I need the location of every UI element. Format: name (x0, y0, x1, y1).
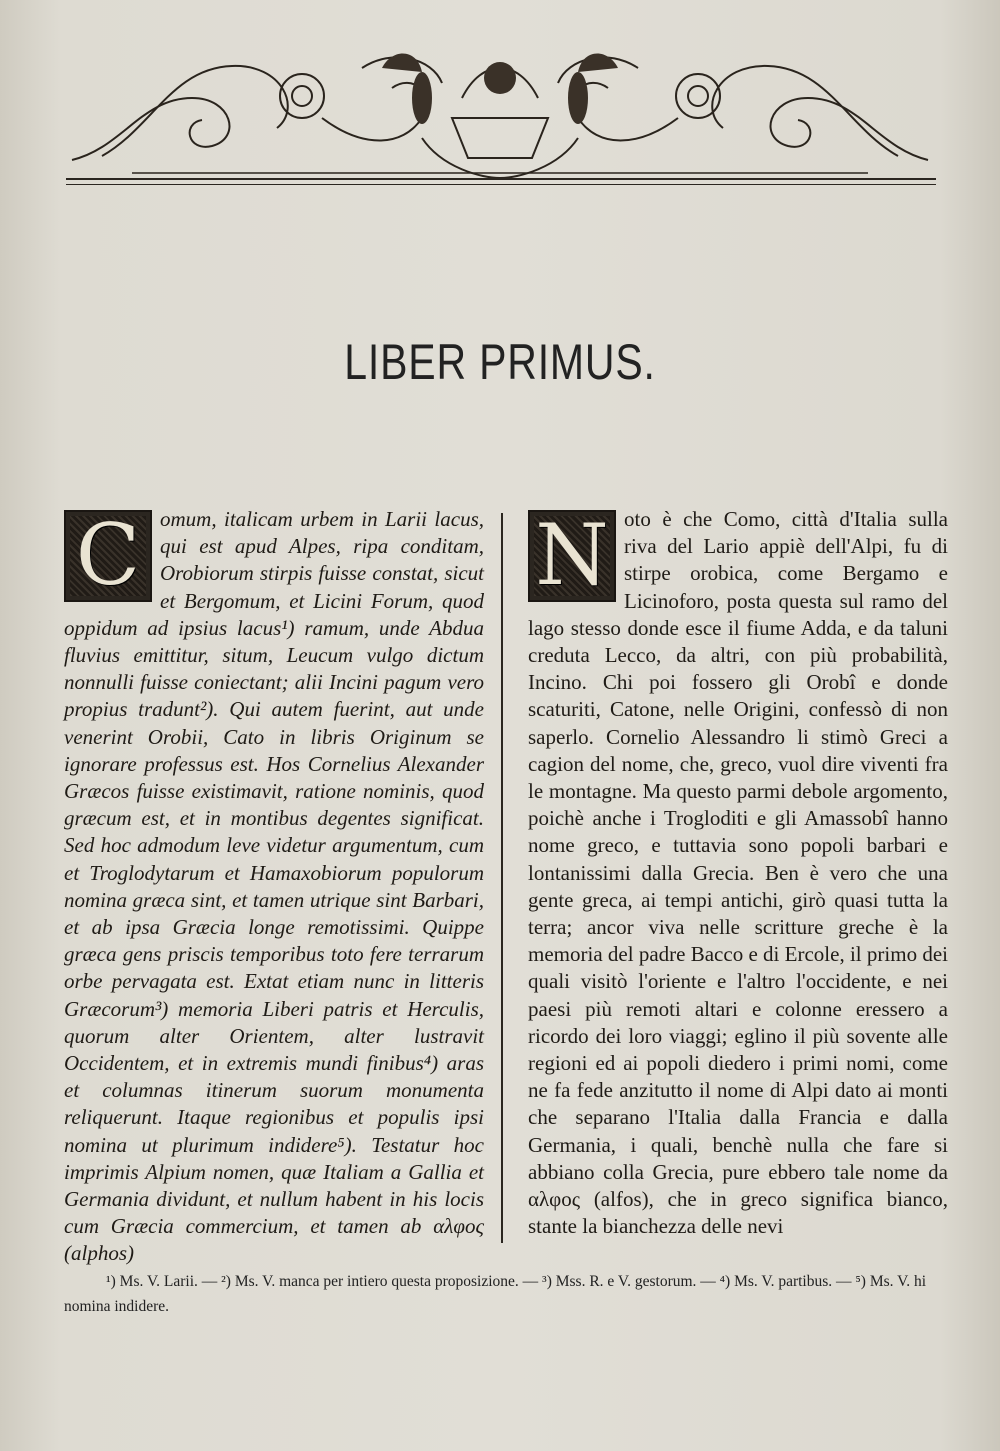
dropcap-letter: C (75, 506, 141, 605)
column-divider (501, 513, 503, 1243)
header-rule-bottom (66, 184, 936, 185)
decorative-header-ornament (62, 28, 938, 190)
page-title: LIBER PRIMUS. (344, 334, 656, 390)
italian-paragraph: oto è che Como, città d'Italia sulla riva del Lario appiè dell'Alpi, fu di stirpe orobica, come Bergamo e Licinoforo, posta questa sul ramo del lago stesso donde esce il fiume Adda, e da taluni creduta Lecco, da altri, con più probabilità, Incino. Chi poi fossero gli Orobî e donde scaturiti, Catone, nelle Origini, confessò di non saperlo. Cornelio Alessandro li stimò Greci a cagion del nome, che, greco, vuol dire viventi fra le montagne. Ma questo parmi debole argomento, poichè anche i Trogloditi e gli Amassobî hanno nome greco, e tuttavia sono popoli barbari e lontanissimi dalla Grecia. Ben è vero che una gente greca, ai tempi antichi, girò quasi tutta la terra; ancor viva nelle scritture greche è la memoria del padre Bacco e di Ercole, il primo dei quali visitò l'oriente e l'altro l'occidente, e nei paesi più remoti altari e colonne eressero a ricordo dei loro viaggi; eglino il più sovente alle regioni ed ai popoli diedero i primi nomi, come ne fa fede anzitutto il nome di Alpi dato ai monti che separano l'Italia dalla Francia e dalla Germania, i quali, benchè nulla che fare si abbiano colla Grecia, pure ebbero tale nome da αλφος (alfos), che in greco significa bianco, stante la bianchezza delle nevi (528, 507, 948, 1239)
latin-paragraph: omum, italicam urbem in Larii lacus, qui est apud Alpes, ripa conditam, Orobiorum stirpis fuisse constat, sicut et Bergomum, et Licini Forum, quod oppidum ad ipsius lacus¹) ramum, unde Abdua fluvius emittitur, situm, Leucum vulgo dictum nonnulli fuisse coniectant; alii Incini pagum vero propius tradunt²). Qui autem fuerint, aut unde venerint Orobii, Cato in libris Originum se ignorare professus est. Hos Cornelius Alexander Græcos fuisse existimavit, ratione nominis, quod græcum est, et in montibus degentes significat. Sed hoc admodum leve videtur argumentum, cum et Troglodytarum et Hamaxobiorum populorum nomina græca sint, et tamen utrique sint Barbari, et ab ipsa Græcia longe remotissimi. Quippe græca gens priscis temporibus toto fere terrarum orbe pervagata est. Extat etiam nunc in litteris Græcorum³) memoria Liberi patris et Herculis, quorum alter Orientem, alter lustravit Occidentem, et in extremis mundi finibus⁴) aras et columnas itinerum suorum monumenta reliquerunt. Itaque regionibus et populis ipsi nomina ut plurimum indidere⁵). Testatur hoc imprimis Alpium nomen, quæ Italiam a Gallia et Germania dividunt, et nullum habent in his locis cum Græcia commercium, et tamen ab αλφος (alphos) (64, 507, 484, 1266)
dropcap-letter: N (535, 506, 609, 605)
latin-column (64, 506, 484, 1268)
footnotes: ¹) Ms. V. Larii. — ²) Ms. V. manca per intiero questa proposizione. — ³) Mss. R. e V. gestorum. — ⁴) Ms. V. partibus. — ⁵) Ms. V. hi nomina indidere. (64, 1273, 927, 1315)
header-rule-top (66, 178, 936, 180)
dropcap-n (528, 506, 616, 605)
italian-column (528, 506, 948, 1240)
dropcap-c (64, 506, 152, 605)
